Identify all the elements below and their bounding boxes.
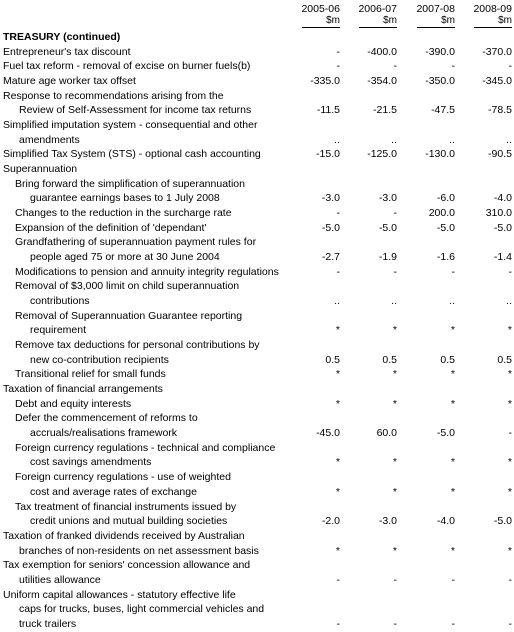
row-value-2006-07: -400.0 (367, 45, 397, 58)
row-label: Taxation of franked dividends received by Australian (3, 529, 245, 542)
row-label: people aged 75 or more at 30 June 2004 (30, 251, 220, 264)
row-value-2007-08: -130.0 (425, 148, 455, 161)
row-value-2008-09: 310.0 (485, 207, 512, 220)
row-value-2006-07: 60.0 (376, 427, 397, 440)
row-value-2008-09: -345.0 (482, 75, 512, 88)
row-label: Transitional relief for small funds (15, 368, 166, 381)
row-label: Expansion of the definition of 'dependant' (15, 221, 207, 234)
row-value-2005-06: -2.7 (321, 251, 340, 264)
row-value-2008-09: - (508, 265, 512, 278)
row-label: Fuel tax reform - removal of excise on burner fuels(b) (3, 60, 251, 73)
row-value-2007-08: -5.0 (436, 221, 455, 234)
row-value-2007-08: .. (449, 133, 455, 146)
row-value-2005-06: .. (334, 295, 340, 308)
row-value-2008-09: - (508, 427, 512, 440)
row-value-2008-09: - (508, 60, 512, 73)
row-value-2006-07: -354.0 (367, 75, 397, 88)
table-row (0, 455, 514, 470)
row-value-2006-07: .. (391, 295, 397, 308)
table-row (0, 191, 514, 206)
table-row (0, 103, 514, 118)
table-row (0, 588, 514, 603)
year-header-2008-09: 2008-09 (473, 3, 512, 15)
table-row (0, 367, 514, 382)
row-value-2006-07: -1.9 (378, 251, 397, 264)
row-label: truck trailers (19, 617, 77, 630)
row-value-2005-06: -15.0 (316, 148, 340, 161)
row-value-2008-09: -370.0 (482, 45, 512, 58)
row-label: Tax treatment of financial instruments issued by (15, 500, 237, 513)
header-rule (359, 27, 397, 28)
table-row (0, 544, 514, 559)
row-value-2006-07: * (392, 544, 397, 557)
row-label: Defer the commencement of reforms to (15, 412, 198, 425)
table-row (0, 426, 514, 441)
row-value-2007-08: -6.0 (436, 192, 455, 205)
row-value-2007-08: - (451, 617, 455, 630)
row-value-2006-07: -21.5 (373, 104, 397, 117)
row-value-2008-09: -90.5 (488, 148, 512, 161)
year-header-2007-08: 2007-08 (416, 3, 455, 15)
row-value-2006-07: - (393, 617, 397, 630)
row-value-2005-06: * (335, 368, 340, 381)
row-label: cost and average rates of exchange (30, 485, 197, 498)
row-label: amendments (19, 133, 80, 146)
row-label: Foreign currency regulations - technical and compliance (15, 441, 276, 454)
row-label: Taxation of financial arrangements (3, 383, 163, 396)
row-value-2005-06: 0.5 (325, 353, 340, 366)
row-value-2008-09: -4.0 (493, 192, 512, 205)
row-value-2005-06: - (336, 617, 340, 630)
row-label: Bring forward the simplification of superannuation (15, 177, 245, 190)
row-value-2007-08: - (451, 573, 455, 586)
table-row (0, 485, 514, 500)
table-row (0, 617, 514, 632)
row-value-2007-08: .. (449, 295, 455, 308)
table-row (0, 441, 514, 456)
row-value-2008-09: -1.4 (493, 251, 512, 264)
table-row (0, 353, 514, 368)
table-row (0, 250, 514, 265)
row-value-2005-06: - (336, 45, 340, 58)
row-value-2005-06: -45.0 (316, 427, 340, 440)
row-value-2005-06: * (335, 544, 340, 557)
row-label: branches of non-residents on net assessment basis (19, 544, 259, 557)
table-row (0, 89, 514, 104)
row-label: Simplified Tax System (STS) - optional cash accounting (3, 148, 261, 161)
row-value-2006-07: 0.5 (382, 353, 397, 366)
table-row (0, 118, 514, 133)
row-value-2007-08: * (450, 324, 455, 337)
row-label: requirement (30, 324, 87, 337)
row-value-2006-07: - (393, 207, 397, 220)
row-label: accruals/realisations framework (30, 427, 178, 440)
table-row (0, 558, 514, 573)
table-row (0, 338, 514, 353)
row-value-2005-06: -3.0 (321, 192, 340, 205)
row-value-2008-09: -5.0 (493, 221, 512, 234)
row-value-2005-06: * (335, 324, 340, 337)
header-rule (474, 27, 512, 28)
row-value-2007-08: -4.0 (436, 515, 455, 528)
table-row (0, 514, 514, 529)
row-value-2006-07: -125.0 (367, 148, 397, 161)
row-value-2008-09: * (507, 324, 512, 337)
table-row (0, 177, 514, 192)
row-value-2006-07: * (392, 485, 397, 498)
row-value-2007-08: -390.0 (425, 45, 455, 58)
row-value-2007-08: * (450, 368, 455, 381)
header-rule (302, 27, 340, 28)
row-value-2005-06: .. (334, 133, 340, 146)
row-value-2005-06: * (335, 456, 340, 469)
row-value-2008-09: * (507, 397, 512, 410)
unit-header-2007-08: $m (441, 15, 455, 26)
row-label: TREASURY (continued) (3, 31, 121, 43)
table-row (0, 162, 514, 177)
row-value-2008-09: -78.5 (488, 104, 512, 117)
table-row (0, 309, 514, 324)
row-value-2007-08: * (450, 397, 455, 410)
row-value-2008-09: * (507, 544, 512, 557)
row-value-2008-09: * (507, 456, 512, 469)
row-label: Removal of $3,000 limit on child superannuation (15, 280, 240, 293)
table-row (0, 500, 514, 515)
table-row (0, 206, 514, 221)
table-row (0, 323, 514, 338)
table-row (0, 382, 514, 397)
table-row (0, 265, 514, 280)
row-value-2007-08: * (450, 544, 455, 557)
row-label: caps for trucks, buses, light commercial vehicles and (19, 603, 265, 616)
header-rule (417, 27, 455, 28)
row-value-2007-08: * (450, 485, 455, 498)
table-row (0, 133, 514, 148)
row-value-2007-08: -5.0 (436, 427, 455, 440)
row-label: Tax exemption for seniors' concession allowance and (3, 559, 251, 572)
table-row (0, 45, 514, 60)
row-value-2005-06: - (336, 573, 340, 586)
row-label: Review of Self-Assessment for income tax returns (19, 104, 252, 117)
row-value-2007-08: - (451, 265, 455, 278)
row-value-2008-09: .. (506, 133, 512, 146)
row-value-2005-06: - (336, 60, 340, 73)
row-label: Changes to the reduction in the surcharge rate (15, 207, 232, 220)
row-value-2005-06: - (336, 207, 340, 220)
row-label: Superannuation (3, 163, 78, 176)
row-label: Removal of Superannuation Guarantee reporting (15, 309, 243, 322)
row-value-2005-06: * (335, 485, 340, 498)
row-value-2008-09: - (508, 617, 512, 630)
row-value-2006-07: * (392, 397, 397, 410)
row-label: Debt and equity interests (15, 397, 132, 410)
table-row (0, 411, 514, 426)
row-value-2005-06: -2.0 (321, 515, 340, 528)
table-row (0, 74, 514, 89)
row-label: Response to recommendations arising from the (3, 89, 224, 102)
row-value-2006-07: -3.0 (378, 515, 397, 528)
row-value-2006-07: * (392, 456, 397, 469)
row-label: Remove tax deductions for personal contributions by (15, 339, 260, 352)
row-value-2007-08: -47.5 (431, 104, 455, 117)
row-label: guarantee earnings bases to 1 July 2008 (30, 192, 220, 205)
table-row (0, 30, 514, 45)
table-row (0, 470, 514, 485)
table-header (0, 0, 514, 28)
table-row (0, 59, 514, 74)
table-row (0, 602, 514, 617)
row-value-2005-06: -11.5 (316, 104, 340, 117)
row-label: Entrepreneur's tax discount (3, 45, 131, 58)
row-value-2006-07: .. (391, 133, 397, 146)
table-row (0, 221, 514, 236)
row-value-2007-08: -350.0 (425, 75, 455, 88)
row-value-2008-09: - (508, 573, 512, 586)
unit-header-2008-09: $m (498, 15, 512, 26)
row-label: Foreign currency regulations - use of weighted (15, 471, 231, 484)
table-body (0, 30, 514, 632)
table-row (0, 294, 514, 309)
row-value-2006-07: - (393, 60, 397, 73)
row-label: utilities allowance (19, 573, 101, 586)
year-header-2006-07: 2006-07 (358, 3, 397, 15)
row-value-2005-06: -335.0 (310, 75, 340, 88)
row-label: contributions (30, 295, 90, 308)
row-value-2006-07: - (393, 573, 397, 586)
unit-header-2006-07: $m (383, 15, 397, 26)
table-row (0, 235, 514, 250)
row-value-2008-09: .. (506, 295, 512, 308)
row-label: Grandfathering of superannuation payment rules for (15, 236, 257, 249)
row-value-2007-08: -1.6 (436, 251, 455, 264)
row-label: credit unions and mutual building societies (30, 515, 228, 528)
row-value-2007-08: - (451, 60, 455, 73)
row-label: Mature age worker tax offset (3, 75, 136, 88)
row-value-2006-07: - (393, 265, 397, 278)
row-value-2007-08: 0.5 (440, 353, 455, 366)
year-header-2005-06: 2005-06 (301, 3, 340, 15)
row-value-2008-09: 0.5 (497, 353, 512, 366)
row-value-2006-07: * (392, 368, 397, 381)
table-row (0, 573, 514, 588)
table-row (0, 279, 514, 294)
row-value-2006-07: -3.0 (378, 192, 397, 205)
row-value-2007-08: * (450, 456, 455, 469)
row-value-2008-09: * (507, 368, 512, 381)
row-value-2005-06: - (336, 265, 340, 278)
row-label: Uniform capital allowances - statutory effective life (3, 588, 236, 601)
row-label: Modifications to pension and annuity integrity regulations (15, 265, 279, 278)
table-row (0, 529, 514, 544)
row-value-2005-06: -5.0 (321, 221, 340, 234)
row-value-2005-06: * (335, 397, 340, 410)
row-value-2006-07: * (392, 324, 397, 337)
unit-header-2005-06: $m (326, 15, 340, 26)
row-label: new co-contribution recipients (30, 353, 169, 366)
row-label: cost savings amendments (30, 456, 152, 469)
row-value-2008-09: * (507, 485, 512, 498)
row-label: Simplified imputation system - consequential and other (3, 119, 258, 132)
table-row (0, 397, 514, 412)
row-value-2008-09: -5.0 (493, 515, 512, 528)
row-value-2006-07: -5.0 (378, 221, 397, 234)
table-row (0, 147, 514, 162)
row-value-2007-08: 200.0 (428, 207, 455, 220)
